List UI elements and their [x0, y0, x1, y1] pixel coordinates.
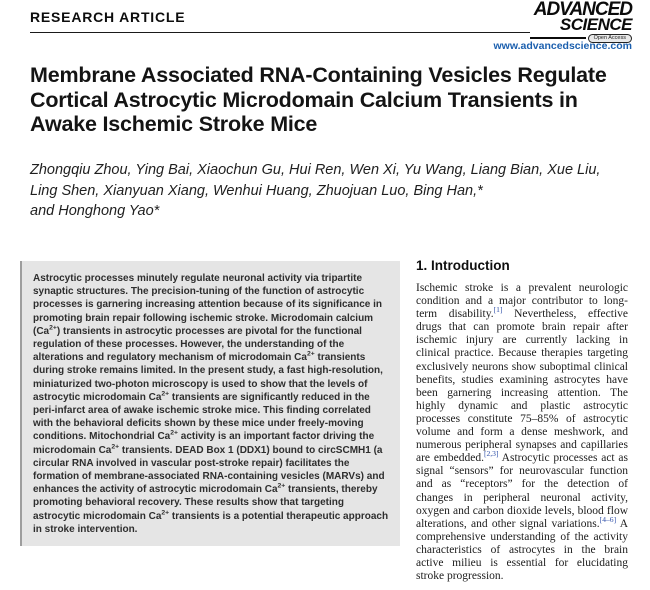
text-run: transients during stroke remains limited. In the present study, a fast high-resolution, miniaturized two-photon microscopy is used to show that the levels of astrocytic microdomain Ca [33, 352, 383, 403]
header-divider [30, 32, 530, 33]
text-run: transients is a potential therapeutic approach in stroke intervention. [33, 510, 389, 535]
journal-website-link[interactable]: www.advancedscience.com [493, 40, 632, 52]
introduction-text [416, 282, 628, 583]
journal-logo [492, 2, 632, 42]
text-run: transients. DEAD Box 1 (DDX1) bound to circSCMH1 (a circular RNA involved in vascular post-stroke repair) facilitates the formation of membrane-associated RNA-containing vesicles (MARVs) and enhances the activity of astrocytic microdomain Ca [33, 444, 385, 496]
superscript: 2+ [277, 482, 286, 490]
article-type-label: RESEARCH ARTICLE [30, 9, 186, 25]
text-run: Astrocytic processes act as signal “sensors” for neurovascular function and as “receptors” for the detection of changes in peripheral neuronal activity, oxygen and carbon dioxide levels, blood flow alterations, and other signal variations. [416, 452, 628, 530]
text-run: Astrocytic processes minutely regulate neuronal activity via tripartite synaptic structures. The precision-tuning of the function of astrocytic processes is garnering increasing attention because of its significance in promoting brain repair following ischemic stroke. Microdomain calcium (Ca [33, 273, 382, 337]
author-list [30, 160, 630, 222]
text-run: activity is an important factor driving the microdomain Ca [33, 431, 375, 456]
superscript: 2+ [170, 430, 178, 438]
page-title: Membrane Associated RNA-Containing Vesicles Regulate Cortical Astrocytic Microdomain Calcium Transients in Awake Ischemic Stroke Mice [30, 63, 607, 137]
author-line: Zhongqiu Zhou, Ying Bai, Xiaochun Gu, Hui Ren, Wen Xi, Yu Wang, Liang Bian, Xue Liu, [30, 162, 601, 178]
author-line: Ling Shen, Xianyuan Xiang, Wenhui Huang, Zhuojuan Luo, Bing Han,* [30, 182, 483, 199]
superscript: 2+ [161, 509, 170, 517]
text-run: Nevertheless, effective drugs that can promote brain repair after ischemic injury are currently lacking in clinical practice. Because therapies targeting exclusively neurons show suboptimal clinical benefits, studies examining astrocytes have been garnering increasing attention. The highly dynamic and plastic astrocytic processes constitute 75–85% of astrocytic volume and form a dense meshwork, and numerous peripheral synapses and capillaries are embedded. [416, 308, 628, 465]
citation-link[interactable]: [1] [493, 305, 503, 315]
text-run: Ischemic stroke is a prevalent neurologic condition and a major contributor to long-term disability. [416, 282, 628, 321]
text-run: transients are significantly reduced in the peri-infarct area of awake ischemic stroke mice. This finding correlated with the behavioral deficits shown by these mice under freely-moving conditions. Mitochondrial Ca [33, 391, 371, 443]
abstract-box [20, 261, 400, 546]
text-run: ) transients in astrocytic processes are pivotal for the functional regulation of these processes. However, the understanding of the alterations and regulatory mechanism of microdomain Ca [33, 325, 362, 364]
logo-underline [530, 37, 586, 40]
text-run: transients, thereby promoting behavioral recovery. These results show that targeting astrocytic microdomain Ca [33, 484, 378, 522]
journal-logo-line2: SCIENCE [559, 15, 632, 34]
open-access-badge: Open Access [588, 34, 632, 43]
journal-logo-line1: ADVANCED [533, 0, 632, 20]
citation-link[interactable]: [4–6] [599, 514, 617, 524]
superscript: 2+ [306, 350, 315, 358]
abstract-text [33, 272, 390, 536]
citation-link[interactable]: [2,3] [483, 449, 499, 459]
superscript: 2+ [49, 324, 57, 332]
text-run: A comprehensive understanding of the activity characteristics of astrocytes in the brain active milieu is essential for elucidating stroke progression. [416, 517, 629, 583]
superscript: 2+ [111, 443, 120, 451]
introduction-column [416, 258, 628, 583]
superscript: 2+ [161, 390, 170, 398]
author-line: and Honghong Yao* [30, 203, 160, 219]
section-heading-introduction: 1. Introduction [416, 258, 510, 273]
